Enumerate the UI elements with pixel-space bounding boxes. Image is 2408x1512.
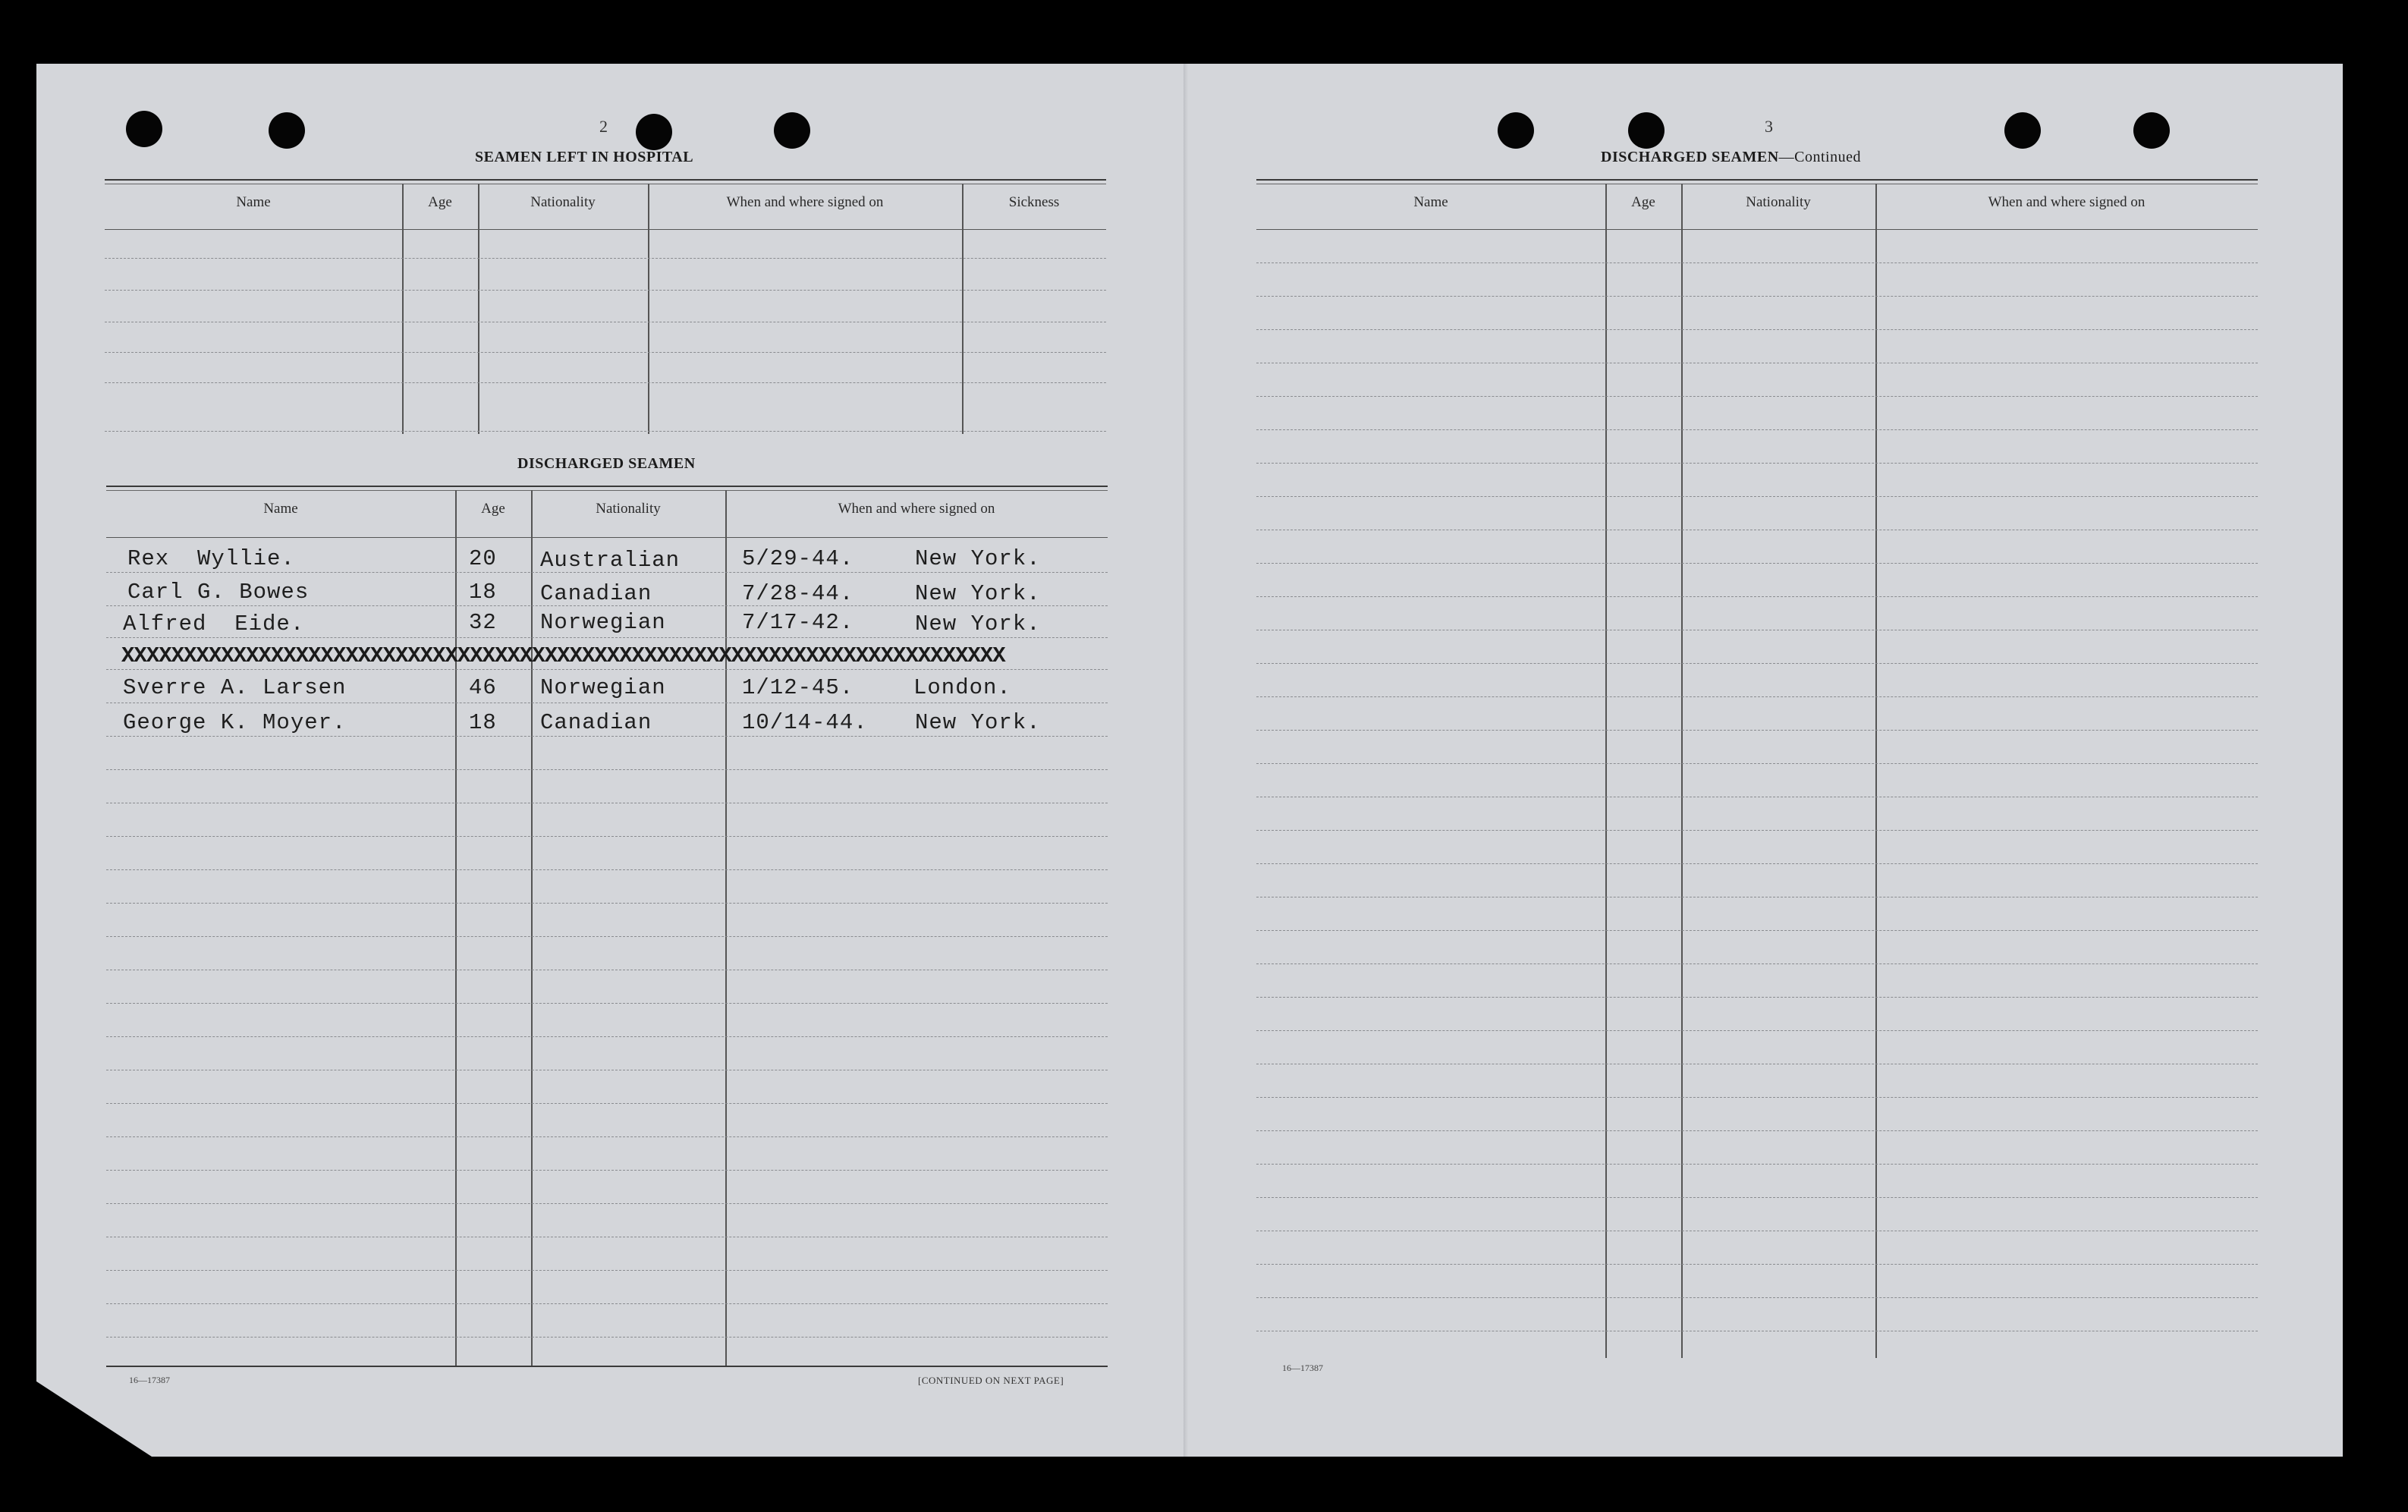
row-rule: [1256, 429, 2258, 430]
row-rule: [1256, 997, 2258, 998]
discharged-section-title: DISCHARGED SEAMEN: [517, 455, 696, 472]
right-col-age: Age: [1631, 194, 1655, 210]
row-rule: [1256, 730, 2258, 731]
row-3-date: 7/17-42.: [742, 610, 854, 635]
row-rule: [1256, 1030, 2258, 1031]
right-title-main: DISCHARGED SEAMEN: [1601, 149, 1779, 165]
row-rule: [1256, 296, 2258, 297]
row-3-place: New York.: [915, 611, 1041, 637]
hospital-col-age: Age: [428, 194, 452, 210]
row-4-nationality: Norwegian: [540, 675, 666, 700]
row-rule: [1256, 930, 2258, 931]
row-2-age: 18: [469, 580, 497, 605]
right-top-rule: [1256, 179, 2258, 181]
discharged-col-nationality: Nationality: [596, 501, 661, 517]
discharged-top-rule: [106, 486, 1108, 487]
page-fold: [1184, 64, 1188, 1457]
row-5-name: George K. Moyer.: [123, 710, 347, 735]
row-2-date: 7/28-44.: [742, 581, 854, 606]
row-4-age: 46: [469, 675, 497, 700]
right-section-title: [1601, 149, 1861, 166]
continued-note: [CONTINUED ON NEXT PAGE]: [918, 1375, 1064, 1386]
hospital-col-name: Name: [236, 194, 271, 210]
row-rule: [1256, 1264, 2258, 1265]
row-5-date: 10/14-44.: [742, 710, 868, 735]
row-2-name: Carl G. Bowes: [127, 580, 310, 605]
row-2-place: New York.: [915, 581, 1041, 606]
right-col-signed-on: When and where signed on: [1988, 194, 2146, 210]
struck-out-row: XXXXXXXXXXXXXXXXXXXXXXXXXXXXXXXXXXXXXXXXXXXXXXXXXXXXXXXXXXXXXXXXXXXXXXX: [121, 643, 1005, 668]
punch-hole: [269, 112, 305, 149]
right-title-continued: —Continued: [1778, 149, 1861, 165]
row-rule: [1256, 763, 2258, 764]
hospital-col-nationality: Nationality: [530, 194, 596, 210]
row-4-place: London.: [913, 675, 1011, 700]
punch-hole: [126, 111, 162, 147]
row-rule: [1256, 696, 2258, 697]
row-2-nationality: Canadian: [540, 581, 652, 606]
punch-hole: [636, 114, 672, 150]
page-number-left: 2: [599, 117, 608, 136]
punch-hole: [1498, 112, 1534, 149]
row-3-name: Alfred Eide.: [123, 611, 305, 637]
row-rule: [1256, 496, 2258, 497]
row-rule: [1256, 863, 2258, 864]
right-col-nationality: Nationality: [1746, 194, 1811, 210]
row-rule: [1256, 1130, 2258, 1131]
row-1-nationality: Australian: [540, 548, 681, 573]
row-rule: [1256, 596, 2258, 597]
row-4-date: 1/12-45.: [742, 675, 854, 700]
row-1-name: Rex Wyllie.: [127, 546, 295, 571]
row-rule: [1256, 963, 2258, 964]
row-1-place: New York.: [915, 546, 1041, 571]
row-5-place: New York.: [915, 710, 1041, 735]
hospital-section-title: SEAMEN LEFT IN HOSPITAL: [475, 149, 694, 165]
row-rule: [1256, 830, 2258, 831]
right-discharged-table: [1256, 184, 2258, 1358]
row-rule: [1256, 1297, 2258, 1298]
hospital-top-rule: [105, 179, 1106, 181]
row-rule: [1256, 663, 2258, 664]
row-rule: [1256, 1164, 2258, 1165]
row-3-age: 32: [469, 610, 497, 635]
discharged-col-name: Name: [263, 501, 298, 517]
punch-hole: [2133, 112, 2170, 149]
page-number-right: 3: [1765, 117, 1773, 136]
hospital-col-sickness: Sickness: [1008, 194, 1060, 210]
hospital-table: [105, 184, 1106, 434]
row-rule: [1256, 396, 2258, 397]
discharged-col-age: Age: [481, 501, 505, 517]
row-rule: [1256, 1197, 2258, 1198]
row-rule: [1256, 463, 2258, 464]
form-code-right: 16—17387: [1282, 1363, 1323, 1373]
discharged-col-signed-on: When and where signed on: [838, 501, 995, 517]
row-1-age: 20: [469, 546, 497, 571]
row-5-age: 18: [469, 710, 497, 735]
row-3-nationality: Norwegian: [540, 610, 666, 635]
row-4-name: Sverre A. Larsen: [123, 675, 347, 700]
row-rule: [1256, 262, 2258, 263]
hospital-col-signed-on: When and where signed on: [726, 194, 884, 210]
row-rule: [1256, 1097, 2258, 1098]
right-col-name: Name: [1413, 194, 1448, 210]
row-1-date: 5/29-44.: [742, 546, 854, 571]
row-rule: [1256, 329, 2258, 330]
punch-hole: [774, 112, 810, 149]
discharged-bottom-rule: [106, 1366, 1108, 1367]
row-5-nationality: Canadian: [540, 710, 652, 735]
punch-hole: [1628, 112, 1665, 149]
form-code-left: 16—17387: [129, 1375, 170, 1385]
punch-hole: [2004, 112, 2041, 149]
row-rule: [1256, 563, 2258, 564]
